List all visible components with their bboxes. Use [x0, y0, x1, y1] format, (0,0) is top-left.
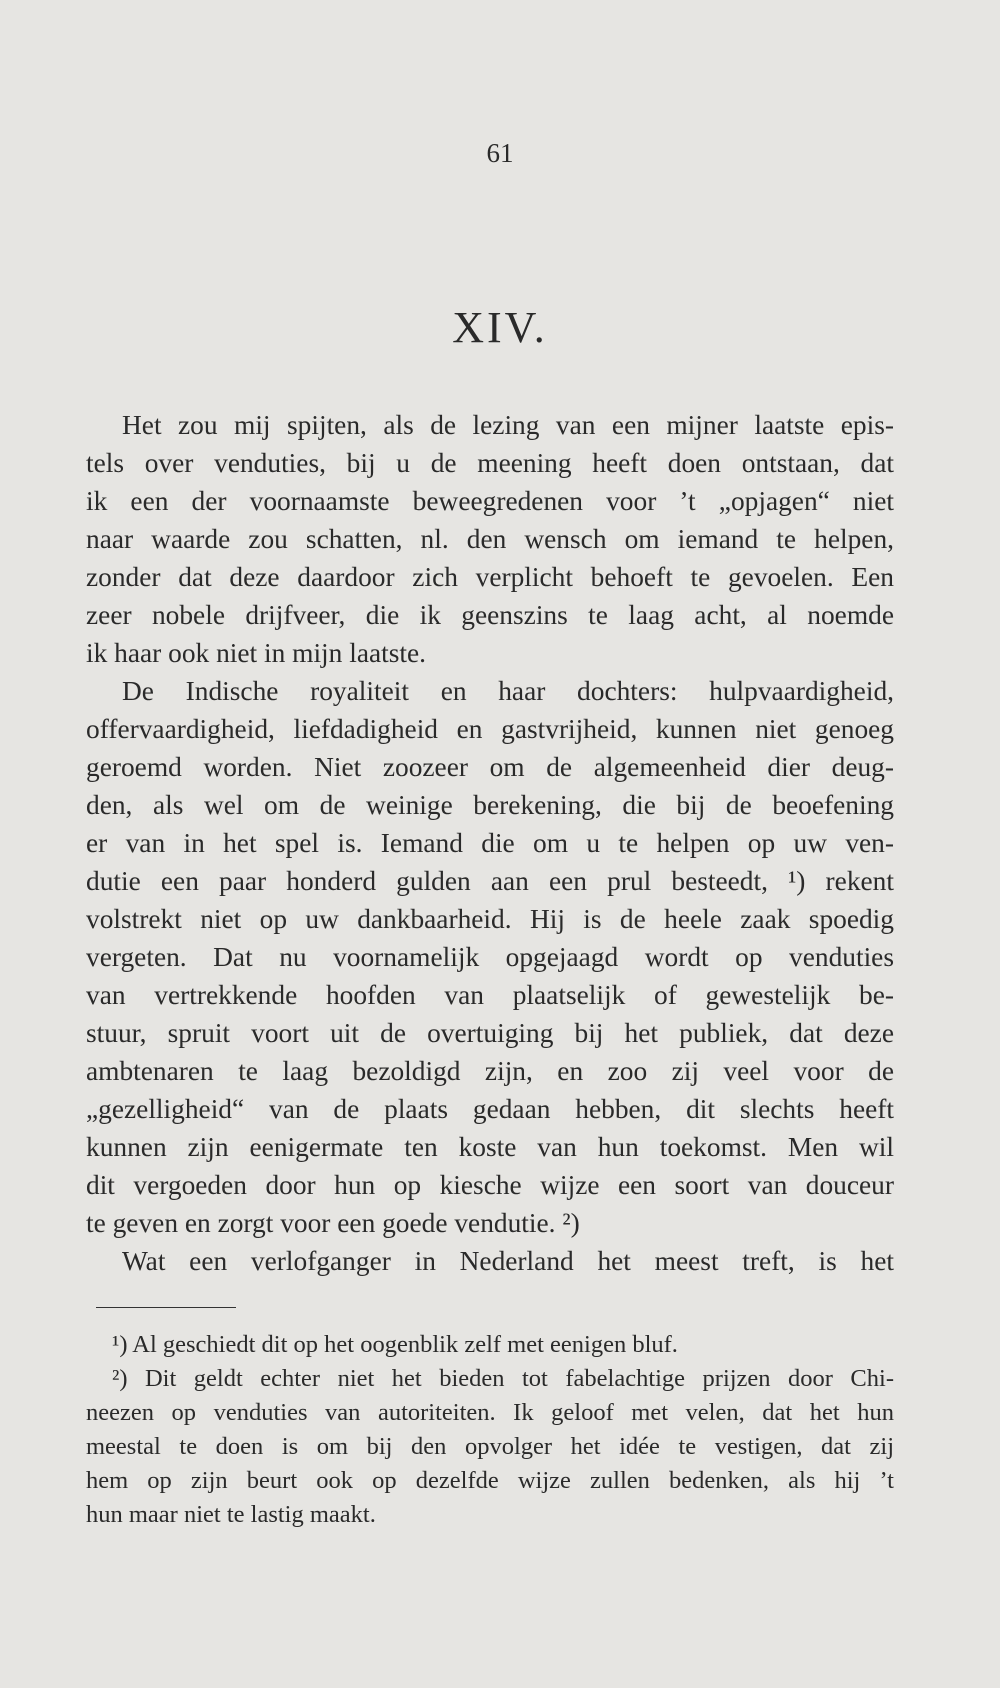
- body-text: [86, 406, 894, 1280]
- body-line: geroemd worden. Niet zoozeer om de algemeenheid dier deug-: [86, 752, 894, 782]
- body-line: dutie een paar honderd gulden aan een prul besteedt, ¹) rekent: [86, 866, 894, 896]
- body-line: kunnen zijn eenigermate ten koste van hun toekomst. Men wil: [86, 1132, 894, 1162]
- page-number: 61: [486, 138, 514, 168]
- body-line: offervaardigheid, liefdadigheid en gastvrijheid, kunnen niet genoeg: [86, 714, 894, 744]
- footnote-divider: [96, 1307, 236, 1308]
- footnote-line: ²) Dit geldt echter niet het bieden tot fabelachtige prijzen door Chi-: [112, 1365, 894, 1392]
- body-line: dit vergoeden door hun op kiesche wijze een soort van douceur: [86, 1170, 894, 1200]
- body-line: vergeten. Dat nu voornamelijk opgejaagd wordt op venduties: [86, 942, 894, 972]
- footnote-line: meestal te doen is om bij den opvolger het idée te vestigen, dat zij: [86, 1433, 894, 1460]
- body-line: te geven en zorgt voor een goede vendutie. ²): [86, 1208, 580, 1238]
- body-line: zeer nobele drijfveer, die ik geenszins te laag acht, al noemde: [86, 600, 894, 630]
- body-line: den, als wel om de weinige berekening, die bij de beoefening: [86, 790, 894, 820]
- body-line: Wat een verlofganger in Nederland het meest treft, is het: [122, 1246, 894, 1276]
- body-line: ik een der voornaamste beweegredenen voor ’t „opjagen“ niet: [86, 486, 894, 516]
- body-line: naar waarde zou schatten, nl. den wensch om iemand te helpen,: [86, 524, 894, 554]
- body-line: De Indische royaliteit en haar dochters: hulpvaardigheid,: [122, 676, 894, 706]
- footnote-line: ¹) Al geschiedt dit op het oogenblik zelf met eenigen bluf.: [112, 1331, 678, 1358]
- body-line: stuur, spruit voort uit de overtuiging bij het publiek, dat deze: [86, 1018, 894, 1048]
- body-line: er van in het spel is. Iemand die om u te helpen op uw ven-: [86, 828, 894, 858]
- body-line: volstrekt niet op uw dankbaarheid. Hij is de heele zaak spoedig: [86, 904, 894, 934]
- chapter-title: XIV.: [452, 303, 548, 352]
- footnote-line: hem op zijn beurt ook op dezelfde wijze zullen bedenken, als hij ’t: [86, 1467, 894, 1494]
- footnote-line: neezen op venduties van autoriteiten. Ik geloof met velen, dat het hun: [86, 1399, 894, 1426]
- footnotes: [86, 1328, 894, 1532]
- body-line: ik haar ook niet in mijn laatste.: [86, 638, 427, 668]
- body-line: Het zou mij spijten, als de lezing van een mijner laatste epis-: [122, 410, 894, 440]
- body-line: ambtenaren te laag bezoldigd zijn, en zoo zij veel voor de: [86, 1056, 894, 1086]
- body-line: zonder dat deze daardoor zich verplicht behoeft te gevoelen. Een: [86, 562, 894, 592]
- body-line: „gezelligheid“ van de plaats gedaan hebben, dit slechts heeft: [86, 1094, 894, 1124]
- body-line: van vertrekkende hoofden van plaatselijk of gewestelijk be-: [86, 980, 894, 1010]
- body-line: tels over venduties, bij u de meening heeft doen ontstaan, dat: [86, 448, 894, 478]
- footnote-line: hun maar niet te lastig maakt.: [86, 1501, 376, 1528]
